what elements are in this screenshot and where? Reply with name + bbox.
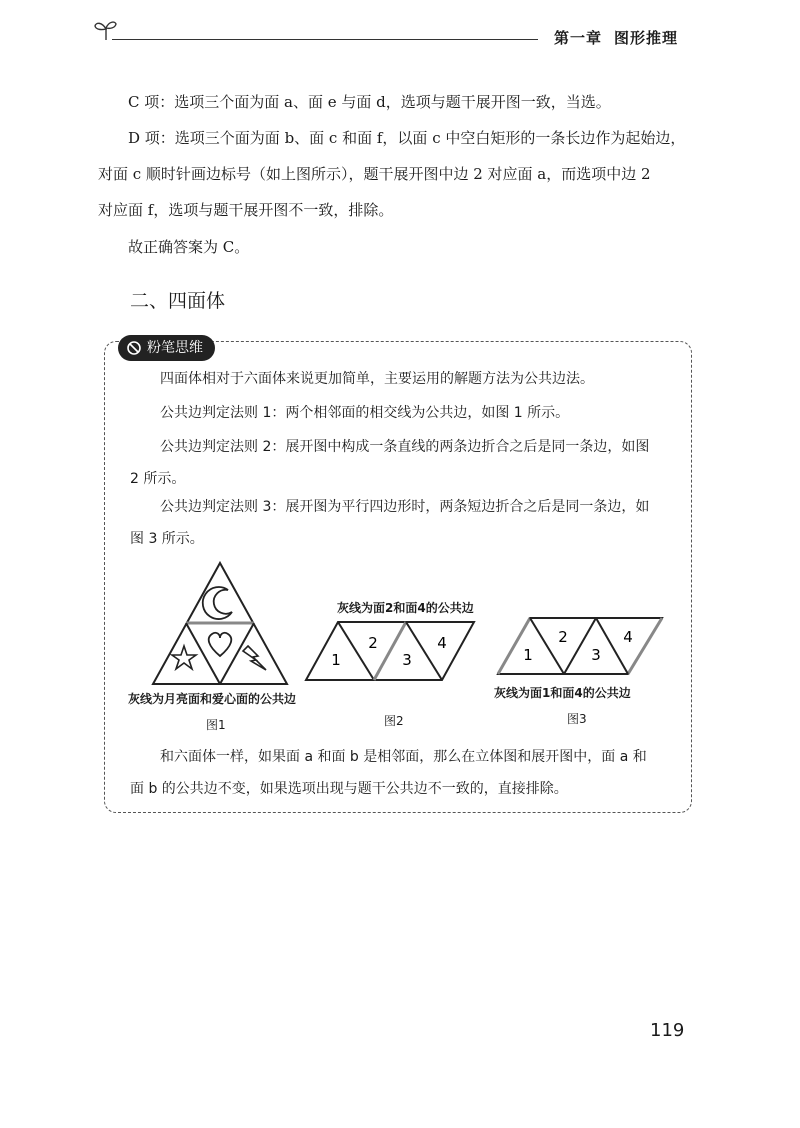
- paragraph-option-d-line3: 对应面 f，选项与题干展开图不一致，排除。: [98, 201, 394, 219]
- chapter-number: 第一章: [554, 29, 603, 47]
- fig2-face-4: 4: [437, 634, 447, 652]
- tip-line-3a: 公共边判定法则 2：展开图中构成一条直线的两条边折合之后是同一条边，如图: [160, 439, 650, 455]
- tip-line-4b: 图 3 所示。: [130, 531, 204, 547]
- figure-1: [150, 560, 290, 688]
- chapter-heading: [554, 27, 678, 48]
- fig2-label: 图2: [384, 714, 404, 728]
- figure-2: [302, 618, 480, 684]
- fig1-caption: 灰线为月亮面和爱心面的公共边: [128, 692, 297, 706]
- tip-badge: [118, 335, 215, 361]
- tip-line-3b: 2 所示。: [130, 471, 186, 487]
- fig3-face-3: 3: [591, 646, 601, 664]
- fig3-caption: 灰线为面1和面4的公共边: [494, 686, 631, 700]
- tip-line-1: 四面体相对于六面体来说更加简单，主要运用的解题方法为公共边法。: [160, 371, 594, 387]
- fig1-label: 图1: [206, 718, 226, 732]
- tip-badge-label: 粉笔思维: [147, 340, 203, 356]
- tip-line-2: 公共边判定法则 1：两个相邻面的相交线为公共边，如图 1 所示。: [160, 405, 570, 421]
- page-number: 119: [650, 1020, 685, 1041]
- fig2-face-1: 1: [331, 651, 341, 669]
- fig2-caption: 灰线为面2和面4的公共边: [337, 601, 474, 615]
- paragraph-option-c: C 项：选项三个面为面 a、面 e 与面 d，选项与题干展开图一致，当选。: [128, 93, 611, 111]
- no-sign-icon: [126, 340, 142, 356]
- tip-closing-b: 面 b 的公共边不变，如果选项出现与题干公共边不一致的，直接排除。: [130, 781, 568, 797]
- fig3-face-1: 1: [523, 646, 533, 664]
- chapter-title: 图形推理: [614, 29, 679, 47]
- tip-line-4a: 公共边判定法则 3：展开图为平行四边形时，两条短边折合之后是同一条边，如: [160, 499, 650, 515]
- paragraph-answer: 故正确答案为 C。: [128, 238, 250, 256]
- section-title: 二、四面体: [130, 290, 226, 312]
- fig3-label: 图3: [567, 712, 587, 726]
- header-rule: [112, 39, 538, 40]
- figure-3: [494, 614, 666, 678]
- fig2-face-3: 3: [402, 651, 412, 669]
- fig3-face-4: 4: [623, 628, 633, 646]
- paragraph-option-d-line1: D 项：选项三个面为面 b、面 c 和面 f，以面 c 中空白矩形的一条长边作为起始边，: [128, 129, 686, 147]
- fig3-face-2: 2: [558, 628, 568, 646]
- fig2-face-2: 2: [368, 634, 378, 652]
- paragraph-option-d-line2: 对面 c 顺时针画边标号（如上图所示），题干展开图中边 2 对应面 a，而选项中边 2: [98, 165, 651, 183]
- tip-closing-a: 和六面体一样，如果面 a 和面 b 是相邻面，那么在立体图和展开图中，面 a 和: [160, 749, 647, 765]
